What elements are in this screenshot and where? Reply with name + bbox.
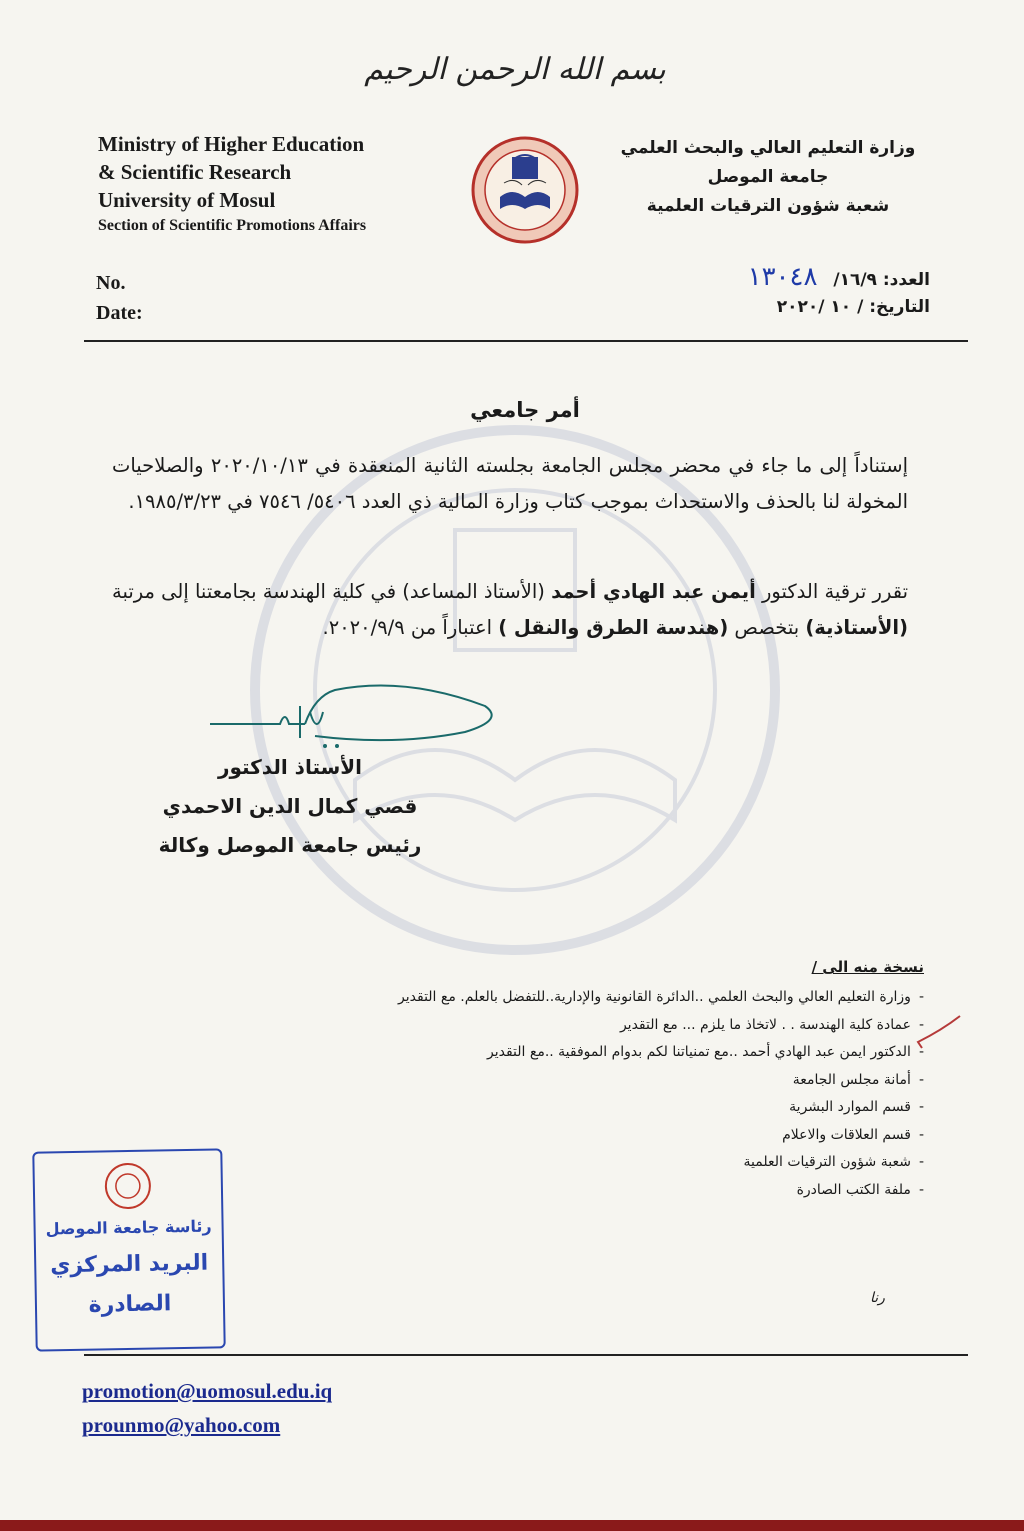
copies-title: نسخة منه الى / xyxy=(811,958,924,976)
copy-item: -شعبة شؤون الترقيات العلمية xyxy=(743,1154,924,1170)
decision-text-a: تقرر ترقية الدكتور xyxy=(755,580,908,603)
signer-position: رئيس جامعة الموصل وكالة xyxy=(158,833,422,857)
handwritten-number: ١٣٠٤٨ xyxy=(747,262,818,292)
number-label-en: No. xyxy=(96,272,126,294)
number-label-ar: العدد: ١٦/٩/ xyxy=(833,270,930,290)
date-label-ar: التاريخ: / ١٠ /٢٠٢٠ xyxy=(776,297,930,317)
copy-item: -ملفة الكتب الصادرة xyxy=(796,1181,924,1198)
signer-name: قصي كمال الدين الاحمدي xyxy=(162,794,418,818)
copy-item: -عمادة كلية الهندسة . . لاتخاذ ما يلزم ... مع التقدير xyxy=(619,1016,924,1033)
stamp-line-1: رئاسة جامعة الموصل xyxy=(45,1216,212,1239)
arabic-number-date xyxy=(600,262,930,322)
university-seal-logo xyxy=(470,135,580,245)
stamp-line-2: البريد المركزي xyxy=(50,1250,209,1279)
english-letterhead xyxy=(98,130,438,238)
copy-item: -وزارة التعليم العالي والبحث العلمي ..الدائرة القانونية والإدارية..للتفضل بالعلم. مع التقدير xyxy=(398,989,924,1005)
ministry-name-ar: وزارة التعليم العالي والبحث العلمي xyxy=(620,138,916,158)
number-row xyxy=(600,262,930,292)
bottom-edge-bar xyxy=(0,1520,1024,1531)
copy-item: -أمانة مجلس الجامعة xyxy=(792,1071,924,1088)
ministry-name-en: Ministry of Higher Education xyxy=(98,132,365,156)
date-label-en: Date: xyxy=(96,302,143,324)
stamp-emblem-icon xyxy=(94,1157,161,1214)
basmala: بسم الله الرحمن الرحيم xyxy=(364,52,666,87)
decision-text-b: (الأستاذ المساعد) في كلية الهندسة بجامعتنا إلى مرتبة xyxy=(112,580,552,603)
copy-item: -الدكتور ايمن عبد الهادي أحمد ..مع تمنياتنا لكم بدوام الموفقية ..مع التقدير xyxy=(486,1044,924,1060)
arabic-letterhead xyxy=(608,134,928,221)
email-link-promotion[interactable]: promotion@uomosul.edu.iq xyxy=(82,1379,333,1403)
university-name-en: University of Mosul xyxy=(98,188,276,212)
decision-text-c: بتخصص xyxy=(728,616,806,639)
signer-block xyxy=(140,748,440,865)
handwritten-tick-mark xyxy=(912,1012,962,1062)
paragraph-basis: إستناداً إلى ما جاء في محضر مجلس الجامعة بجلسته الثانية المنعقدة في ٢٠٢٠/١٠/١٣ والصلاحيات المخولة لنا بالحذف والاستحداث بموجب كتاب وزارة المالية ذي العدد ٥٤٠٦/ ٧٥٤٦ في ١٩٨٥/٣/٢٣. xyxy=(112,454,909,513)
paragraph-decision xyxy=(112,574,908,646)
promoted-name: أيمن عبد الهادي أحمد xyxy=(551,580,756,603)
section-name-ar: شعبة شؤون الترقيات العلمية xyxy=(646,196,890,216)
header-divider xyxy=(84,340,968,342)
decision-text-d: اعتباراً من ٢٠٢٠/٩/٩. xyxy=(322,616,499,639)
copies-list xyxy=(224,984,924,1204)
ministry-subtitle-en: & Scientific Research xyxy=(98,160,292,184)
typist-initials: رنا xyxy=(870,1290,885,1306)
footer-divider xyxy=(84,1354,968,1356)
order-title: أمر جامعي xyxy=(470,398,580,422)
section-name-en: Section of Scientific Promotions Affairs xyxy=(98,217,367,234)
specialization: (هندسة الطرق والنقل ) xyxy=(498,616,729,639)
signer-title: الأستاذ الدكتور xyxy=(217,755,363,779)
copy-item: -قسم الموارد البشرية xyxy=(789,1099,924,1115)
email-link-yahoo[interactable]: prounmo@yahoo.com xyxy=(82,1413,281,1437)
university-name-ar: جامعة الموصل xyxy=(707,167,829,187)
promotion-rank: (الأستاذية) xyxy=(805,616,908,639)
central-mail-stamp xyxy=(32,1148,225,1351)
stamp-line-3: الصادرة xyxy=(88,1291,172,1318)
copy-item: -قسم العلاقات والاعلام xyxy=(782,1126,924,1143)
